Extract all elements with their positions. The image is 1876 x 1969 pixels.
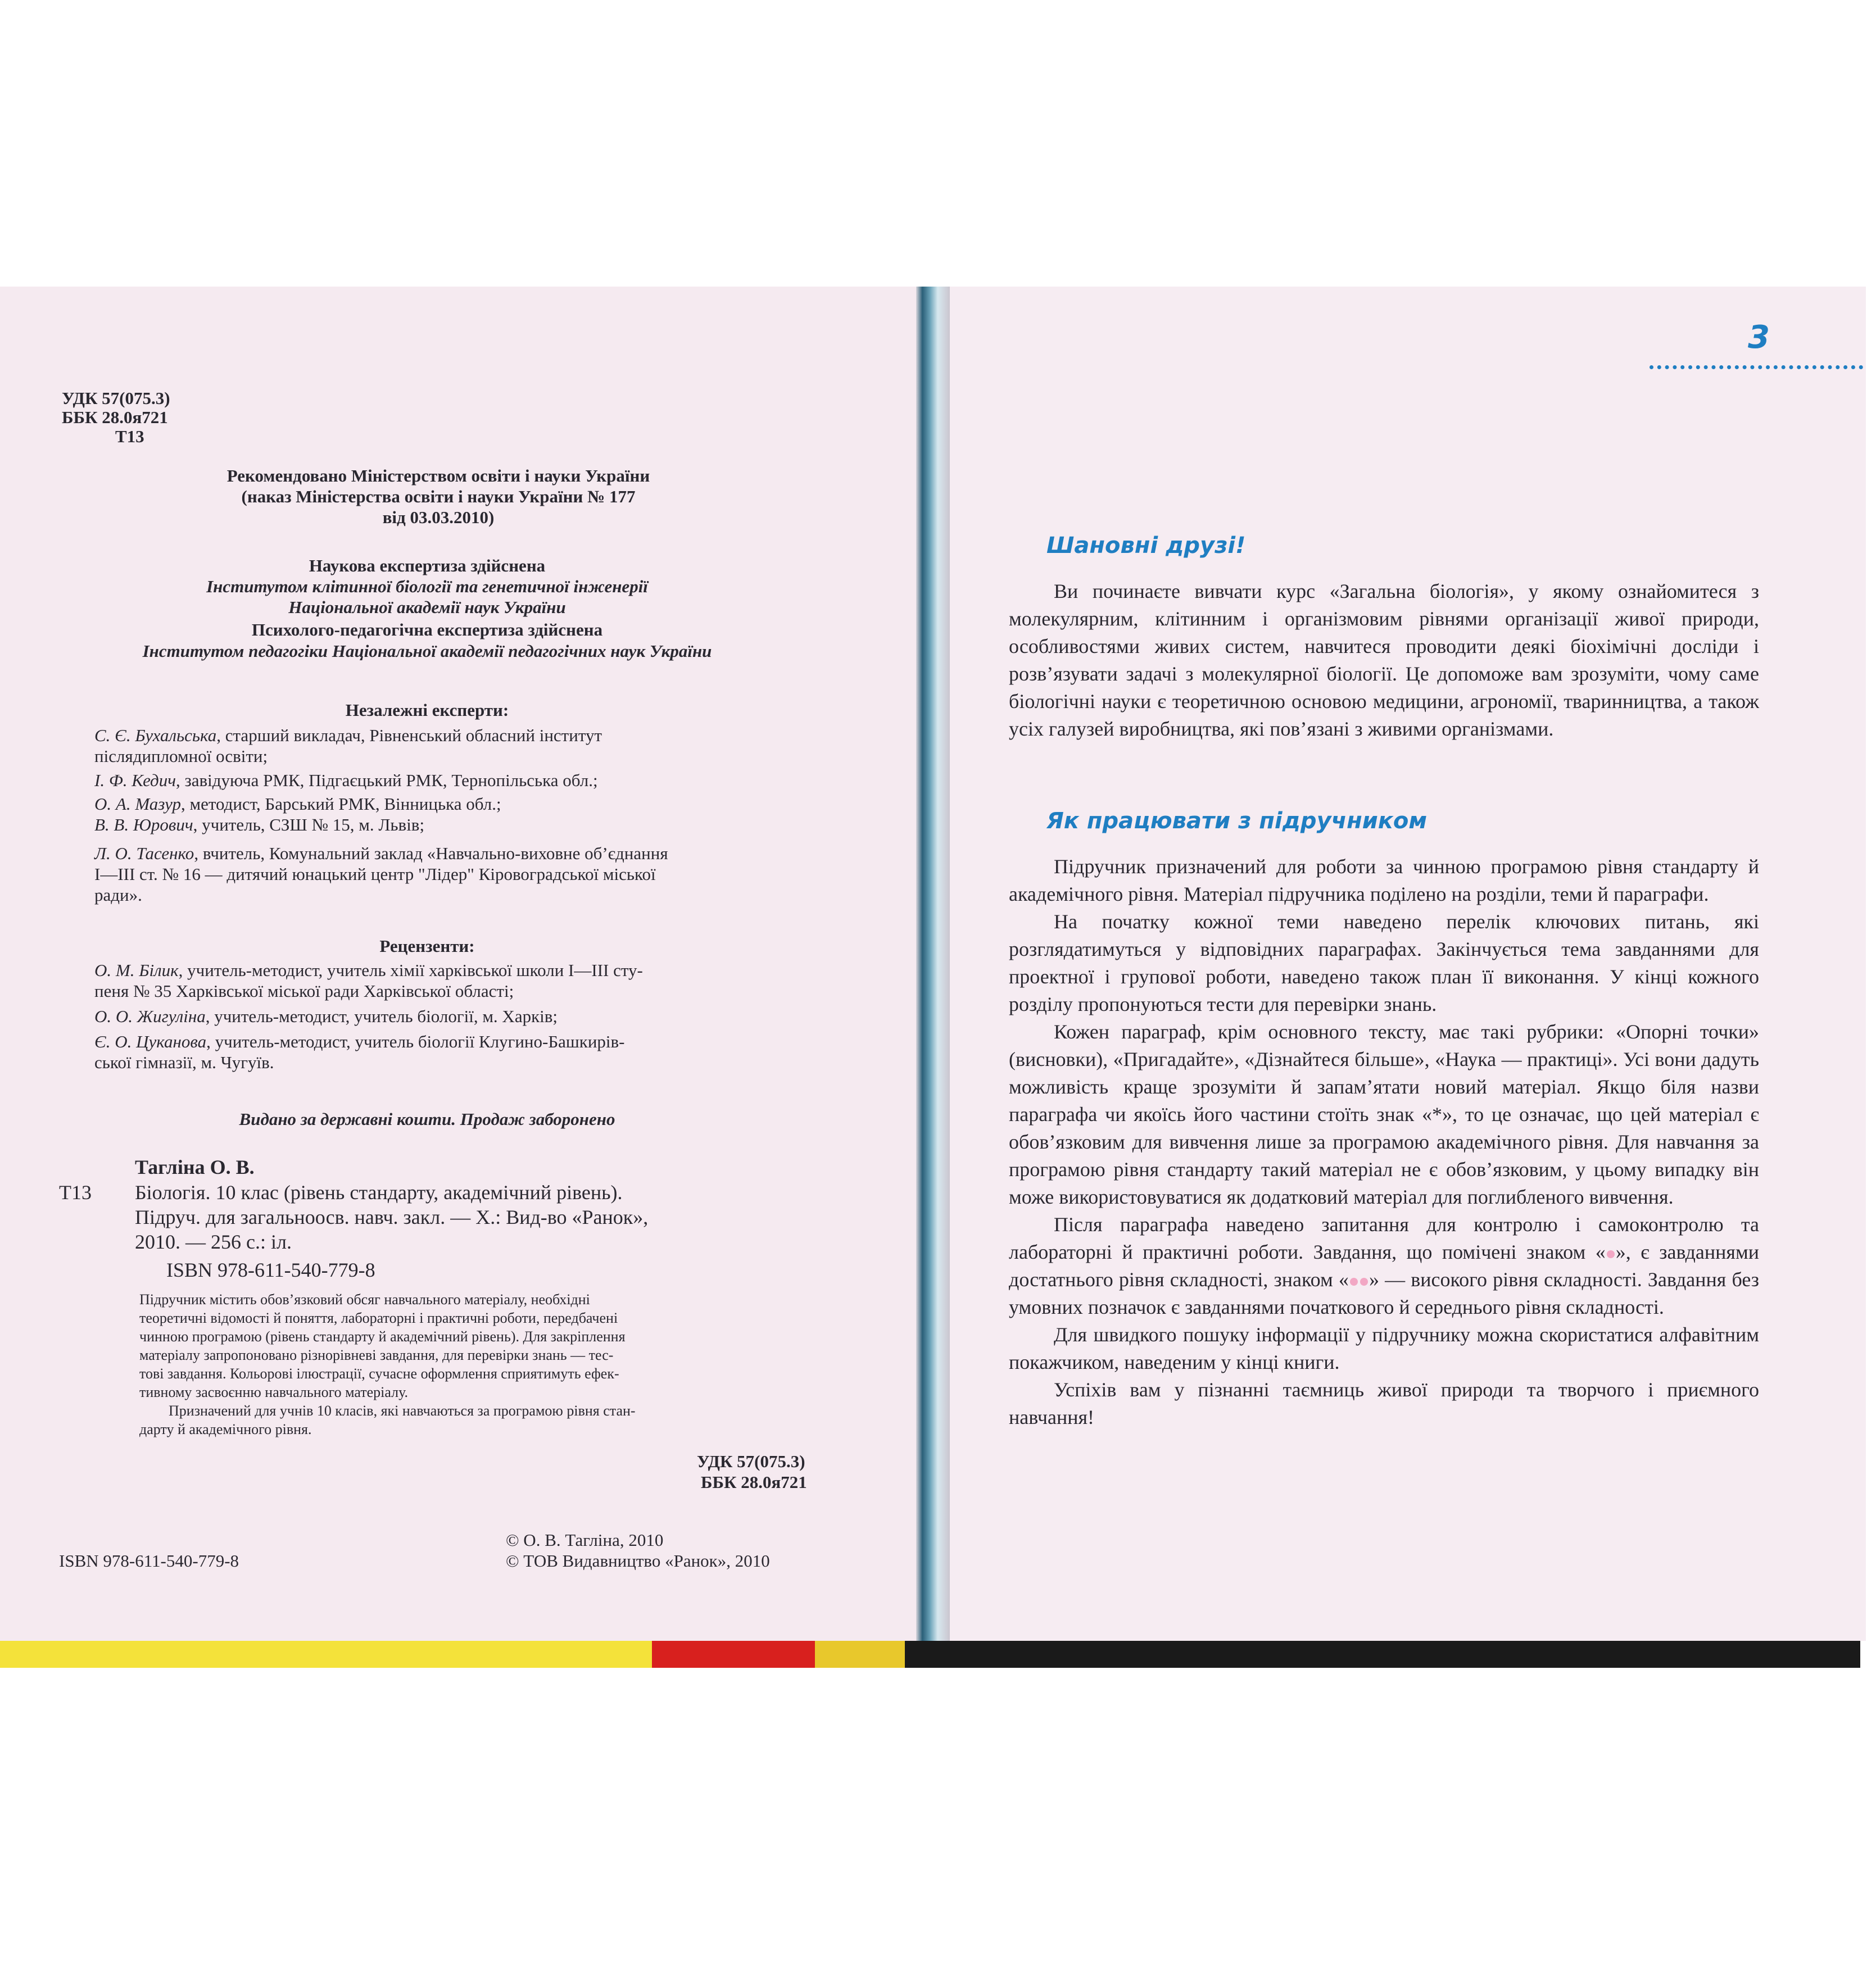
cover-edge-red: [652, 1641, 815, 1668]
annotation-line: тивному засвоєнню навчального матеріалу.: [139, 1384, 409, 1400]
reviewer-entry: О. О. Жигуліна, учитель-методист, учитель біології, м. Харків;: [94, 1006, 558, 1026]
reviewer-entry: Є. О. Цуканова, учитель-методист, учитель біології Клугино-Башкирів-: [94, 1032, 625, 1051]
expert-entry-cont: І—ІІІ ст. № 16 — дитячий юнацький центр "Лідер" Кіровоградської міської: [94, 864, 656, 884]
usage-paragraphs: Підручник призначений для роботи за чинною програмою рівня стандарту й академічного рівня. Матеріал підручника поділено на розділи, теми й параграфи. На початку кожної теми наведено перелік ключових питань, які розглядатимуться у відповідних параграфах. Закінчується тема завданнями для проектної і групової роботи, наведено також план її виконання. У кінці кожного розділу пропонуються тести для перевірки знань. Кожен параграф, крім основного тексту, має такі рубрики: «Опорні точки» (висновки), «Пригадайте», «Дізнайтеся більше», «Наука — практиці». Усі вони дадуть можливість краще зрозуміти й запам’ятати новий матеріал. Якщо біля назви параграфа чи якоїсь його частини стоїть знак «*», то це означає, що цей матеріал є обов’язковим для вивчення лише за програмою академічного рівня. Для навчання за програмою рівня стандарту такий матеріал не є обов’язковим, у цьому випадку він може використовуватися як додатковий матеріал для поглибленого вивчення. Після параграфа наведено запитання для контролю і самоконтролю та лабораторні й практичні роботи. Завдання, що помічені знаком « », є завданнями достатнього рівня складності, знаком « » — високого рівня складності. Завдання без умовних позначок є завданнями початкового й середнього рівня складності. Для швидкого пошуку інформації у підручнику можна скористатися алфавітним покажчиком, наведеним у кінці книги. Успіхів вам у пізнанні таємниць живої природи та творчого і приємного навчання!: [1009, 855, 1759, 1428]
catalog-code: Т13: [59, 1181, 92, 1204]
copyright-publisher: © ТОВ Видавництво «Ранок», 2010: [506, 1551, 770, 1571]
expert-entry: С. Є. Бухальська, старший викладач, Рівненський обласний інститут: [94, 725, 602, 745]
pink-dot-icon: [1350, 1278, 1358, 1286]
cover-edge-amber: [815, 1641, 905, 1668]
right-page: [950, 287, 1866, 1641]
heading-dear-friends: Шановні друзі!: [1046, 533, 1246, 559]
author-code: Т13: [115, 427, 144, 446]
expert-entry: Л. О. Тасенко, вчитель, Комунальний заклад «Навчально-виховне об’єднання: [94, 843, 668, 863]
catalog-line: Підруч. для загальноосв. навч. закл. — Х.: Вид-во «Ранок»,: [135, 1206, 649, 1228]
intro-paragraph: Ви починаєте вивчати курс «Загальна біологія», у якому ознайомитеся з молекулярним, клітинним і організмовим рівнями організації живої природи, особливостями живих систем, навчитеся проводити деякі біохімічні досліди і розв’язувати задачі з молекулярної біології. Це допоможе вам зрозуміти, чому саме біологічні науки є теоретичною основою медицини, агрономії, тваринництва, а також усіх галузей виробництва, які пов’язані з живими організмами.: [1009, 580, 1759, 740]
left-page: [0, 287, 922, 1641]
catalog-line: 2010. — 256 с.: іл.: [135, 1231, 292, 1253]
recommendation-line-1: Рекомендовано Міністерством освіти і науки України: [226, 466, 650, 486]
expert-entry-cont: ради».: [94, 885, 142, 905]
scientific-expertise-title: Наукова експертиза здійснена: [309, 556, 546, 575]
psych-expertise-title: Психолого-педагогічна експертиза здійснена: [251, 620, 603, 639]
experts-title: Незалежні експерти:: [345, 700, 509, 720]
udc-code: УДК 57(075.3): [62, 388, 170, 408]
bottom-udc: УДК 57(075.3): [697, 1451, 805, 1471]
expert-entry: І. Ф. Кедич, завідуюча РМК, Підгаєцький РМК, Тернопільська обл.;: [94, 770, 598, 790]
expert-entry: О. А. Мазур, методист, Барський РМК, Вінницька обл.;: [94, 794, 501, 814]
recommendation-line-2: (наказ Міністерства освіти і науки України № 177: [241, 487, 636, 506]
pink-dot-icon: [1360, 1278, 1368, 1286]
annotation-line: дарту й академічного рівня.: [139, 1421, 312, 1437]
expert-entry-cont: післядипломної освіти;: [94, 746, 268, 766]
reviewer-entry: О. М. Білик, учитель-методист, учитель хімії харківської школи І—ІІІ сту-: [94, 960, 643, 980]
isbn-bottom: ISBN 978-611-540-779-8: [59, 1551, 239, 1571]
scientific-expertise-line-1: Інститутом клітинної біології та генетичної інженерії: [206, 577, 648, 596]
annotation-line: тові завдання. Кольорові ілюстрації, сучасне оформлення сприятимуть ефек-: [139, 1365, 619, 1382]
reviewers-title: Рецензенти:: [379, 936, 475, 956]
bbk-code: ББК 28.0я721: [62, 407, 168, 427]
annotation-line: чинною програмою (рівень стандарту й академічний рівень). Для закріплення: [139, 1328, 626, 1345]
page-number: 3: [1748, 319, 1770, 356]
psych-expertise-line: Інститутом педагогіки Національної академії педагогічних наук України: [142, 641, 712, 661]
scientific-expertise-line-2: Національної академії наук України: [288, 597, 566, 617]
catalog-line: Біологія. 10 клас (рівень стандарту, академічний рівень).: [135, 1181, 623, 1204]
annotation-line: Призначений для учнів 10 класів, які навчаються за програмою рівня стан-: [169, 1403, 636, 1419]
reviewer-entry-cont: пеня № 35 Харківської міської ради Харківської області;: [94, 981, 514, 1001]
catalog-author: Тагліна О. В.: [135, 1156, 255, 1178]
cover-edge-yellow: [0, 1641, 652, 1668]
annotation-line: матеріалу запропоновано різнорівневі завдання, для перевірки знань — тес-: [139, 1347, 614, 1363]
copyright-author: © О. В. Тагліна, 2010: [506, 1530, 664, 1550]
reviewer-entry-cont: ської гімназії, м. Чугуїв.: [94, 1052, 274, 1072]
pink-dot-icon: [1607, 1250, 1615, 1258]
state-funds-note: Видано за державні кошти. Продаж заборонено: [239, 1109, 615, 1129]
marks-paragraph: Після параграфа наведено запитання для контролю і самоконтролю та лабораторні й практичні роботи. Завдання, що помічені знаком « », є завданнями достатнього рівня складності, знаком « » — високого рівня складності. Завдання без умовних позначок є завданнями початкового й середнього рівня складності.: [1009, 1213, 1759, 1318]
heading-how-to-use: Як працювати з підручником: [1046, 808, 1428, 834]
annotation-line: теоретичні відомості й поняття, лабораторні і практичні роботи, передбачені: [139, 1310, 618, 1326]
cover-edge-black: [905, 1641, 1860, 1668]
expert-entry: В. В. Юрович, учитель, СЗШ № 15, м. Львів;: [94, 815, 425, 834]
bottom-bbk: ББК 28.0я721: [701, 1472, 807, 1492]
page-number-dotted-rule: [1650, 365, 1863, 369]
annotation-line: Підручник містить обов’язковий обсяг навчального матеріалу, необхідні: [139, 1291, 590, 1308]
catalog-isbn: ISBN 978-611-540-779-8: [166, 1259, 375, 1281]
book-spread: [0, 287, 1876, 1669]
recommendation-line-3: від 03.03.2010): [382, 507, 495, 527]
book-gutter: [916, 287, 951, 1646]
